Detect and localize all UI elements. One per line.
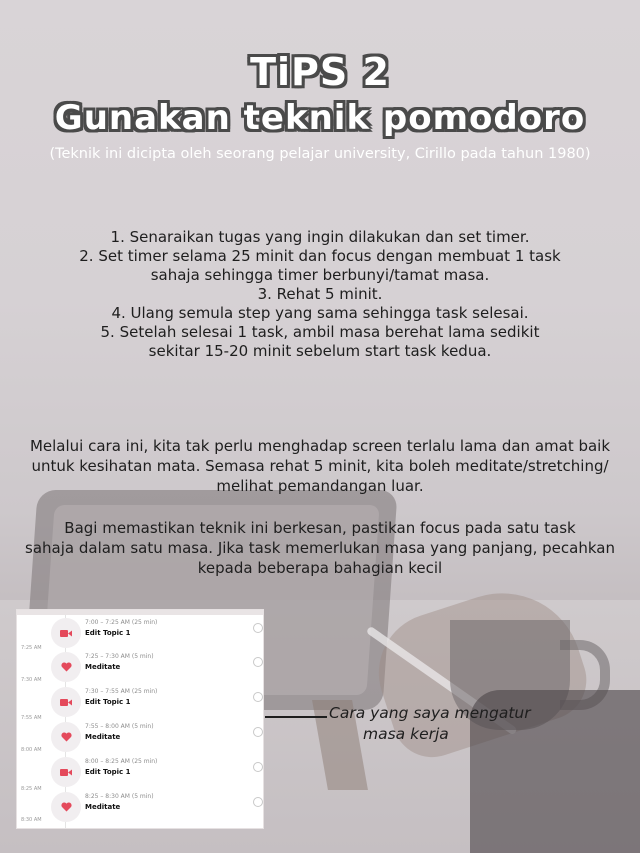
- schedule-item-time: 7:55 – 8:00 AM (5 min): [85, 723, 154, 730]
- step-line: 5. Setelah selesai 1 task, ambil masa berehat lama sedikit: [100, 323, 540, 341]
- step-line: sahaja sehingga timer berbunyi/tamat masa.: [150, 266, 490, 284]
- schedule-item[interactable]: [51, 618, 263, 650]
- hour-label: 7:30 AM: [21, 677, 42, 683]
- heart-icon: [51, 722, 81, 752]
- complete-checkbox[interactable]: [253, 692, 263, 702]
- schedule-item-name: Meditate: [85, 733, 121, 741]
- complete-checkbox[interactable]: [253, 727, 263, 737]
- paragraph-tip: [0, 518, 640, 578]
- caption-line1: Cara yang saya mengatur: [329, 704, 531, 722]
- schedule-top-bar: [17, 610, 263, 615]
- title-tips: TiPS 2: [250, 50, 390, 94]
- step-line: 2. Set timer selama 25 minit dan focus dengan membuat 1 task: [79, 247, 561, 265]
- hour-label: 7:25 AM: [21, 645, 42, 651]
- paragraph-line: Bagi memastikan teknik ini berkesan, pastikan focus pada satu task: [64, 519, 576, 537]
- schedule-item-time: 8:00 – 8:25 AM (25 min): [85, 758, 158, 765]
- steps-list: [0, 228, 640, 361]
- step-line: sekitar 15-20 minit sebelum start task kedua.: [148, 342, 492, 360]
- paragraph-line: Melalui cara ini, kita tak perlu menghadap screen terlalu lama dan amat baik: [29, 437, 611, 455]
- paragraph-benefit: [0, 436, 640, 496]
- schedule-item[interactable]: [51, 687, 263, 719]
- paragraph-line: sahaja dalam satu masa. Jika task memerlukan masa yang panjang, pecahkan: [25, 539, 615, 557]
- schedule-item[interactable]: [51, 757, 263, 789]
- video-camera-icon: [51, 757, 81, 787]
- step-line: 4. Ulang semula step yang sama sehingga task selesai.: [111, 304, 529, 322]
- video-camera-icon: [51, 687, 81, 717]
- paragraph-line: kepada beberapa bahagian kecil: [197, 559, 443, 577]
- title-main: Gunakan teknik pomodoro: [54, 98, 586, 138]
- video-camera-icon: [51, 618, 81, 648]
- schedule-item-name: Edit Topic 1: [85, 698, 131, 706]
- heart-icon: [51, 652, 81, 682]
- hour-label: 8:25 AM: [21, 786, 42, 792]
- step-line: 1. Senaraikan tugas yang ingin dilakukan dan set timer.: [110, 228, 530, 246]
- schedule-item-name: Edit Topic 1: [85, 768, 131, 776]
- heart-icon: [51, 792, 81, 822]
- schedule-item-time: 8:25 – 8:30 AM (5 min): [85, 793, 154, 800]
- complete-checkbox[interactable]: [253, 797, 263, 807]
- schedule-item-name: Edit Topic 1: [85, 629, 131, 637]
- complete-checkbox[interactable]: [253, 657, 263, 667]
- schedule-item[interactable]: [51, 792, 263, 824]
- schedule-item-time: 7:30 – 7:55 AM (25 min): [85, 688, 158, 695]
- hour-label: 7:55 AM: [21, 715, 42, 721]
- schedule-item-time: 7:00 – 7:25 AM (25 min): [85, 619, 158, 626]
- schedule-screenshot: [16, 609, 264, 829]
- schedule-item[interactable]: [51, 722, 263, 754]
- hour-label: 8:30 AM: [21, 817, 42, 823]
- step-line: 3. Rehat 5 minit.: [257, 285, 383, 303]
- hour-label: 8:00 AM: [21, 747, 42, 753]
- schedule-item-time: 7:25 – 7:30 AM (5 min): [85, 653, 154, 660]
- paragraph-line: untuk kesihatan mata. Semasa rehat 5 minit, kita boleh meditate/stretching/: [31, 457, 609, 475]
- paragraph-line: melihat pemandangan luar.: [216, 477, 424, 495]
- subtitle: (Teknik ini dicipta oleh seorang pelajar university, Cirillo pada tahun 1980): [49, 146, 591, 162]
- caption-underline: [265, 716, 327, 718]
- complete-checkbox[interactable]: [253, 623, 263, 633]
- complete-checkbox[interactable]: [253, 762, 263, 772]
- schedule-item[interactable]: [51, 652, 263, 684]
- schedule-caption: [265, 703, 595, 745]
- schedule-item-name: Meditate: [85, 663, 121, 671]
- caption-line2: masa kerja: [363, 725, 449, 743]
- schedule-item-name: Meditate: [85, 803, 121, 811]
